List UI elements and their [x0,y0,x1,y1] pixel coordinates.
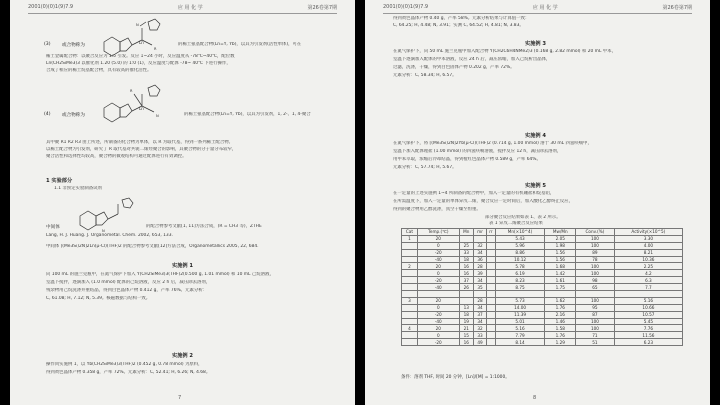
table-cell: 8.14 [495,339,545,346]
table-cell: 20 [417,325,459,332]
table-cell: 33 [473,332,486,339]
table-cell: 1.76 [545,304,576,311]
table-cell [487,249,496,256]
table-cell: -20 [417,311,459,318]
example-3-line-2: 室温下逐滴加入配体的甲苯溶液，反应 24 h 后，减压浓缩，加入己烷析出晶体， [393,57,551,62]
example-3-line-3: 过滤，洗涤，干燥，得到白色固体产物 0.202 g，产率 72%。 [393,65,515,70]
left-page-header [28,4,337,14]
table-cell [487,235,496,242]
paragraph-1-line-3: 合成了相应的稀土烷基配合物，具有较高的催化活性。 [46,68,152,73]
table-row [402,242,683,249]
table-cell: 49 [473,339,486,346]
table-cell [495,291,545,298]
table-cell: 0 [417,332,459,339]
table-cell [545,291,576,298]
table-cell: 1.46 [545,318,576,325]
table-cell [459,291,473,298]
table-cell: 37 [459,277,473,284]
example-4-line-2: 室温下加入配体锂盐 (1.00 mmol) 的四氢呋喃溶液，搅拌反应 12 h，减压除去溶剂， [393,149,562,154]
table-cell [487,270,496,277]
table-cell: 35 [473,284,486,291]
table-cell: 21 [459,325,473,332]
table-cell: 10.57 [614,311,682,318]
table-cell [459,297,473,304]
svg-text:R: R [154,47,157,51]
table-cell: 18 [459,256,473,263]
table-cell: 5.45 [614,318,682,325]
table-cell: 1.58 [545,325,576,332]
table-cell: 37 [473,311,486,318]
paragraph-1-line-2: Ln(CH2SiMe3)3 以催化剂 1.20 (5.0) 的 1:0 (1)，反应温度与配体 -78~ 40℃ 下进行操作， [46,61,231,66]
table-cell [487,332,496,339]
table-cell: 5.73 [495,297,545,304]
table-row [402,304,683,311]
table-cell: 87 [576,311,615,318]
table-cell: 1.42 [545,270,576,277]
left-header-left: 2001(0)(0)1(9)7.9 [28,4,74,10]
table-cell [473,235,486,242]
table-row [402,291,683,298]
reference-line-1: Lang, H. J. Huang. J. Organometal. Chem. 2002, 653, 133. [46,233,173,238]
table-cell: 5.01 [495,318,545,325]
table-cell: 1.56 [545,249,576,256]
table-cell: 36 [473,256,486,263]
table-header: Conv.(%) [576,229,615,236]
table-cell: 4 [402,325,418,332]
right-page [365,0,710,405]
table-cell: 16 [459,263,473,270]
table-cell [417,291,459,298]
table-cell: 34 [473,249,486,256]
table-cell: 34 [473,318,486,325]
table-cell [487,284,496,291]
table-cell: 1.61 [545,277,576,284]
table-header: Cat [402,229,418,236]
table-row [402,332,683,339]
table-cell: 2.05 [545,235,576,242]
table-cell: 8.86 [495,249,545,256]
table-cell: 3.30 [614,235,682,242]
paragraph-1-line-1: 稀土金属配合物：以聚合反应为 1:5 引发。反应 1~24 小时，反应温度从 -78℃~40℃，配位数 [46,54,235,59]
paragraph-2-line-3: 聚合活性和选择性均较高，聚合物的微观结构可通过配体进行有效调控。 [46,154,187,159]
table-cell: 11.39 [495,311,545,318]
table-cell [402,311,418,318]
table-cell [487,242,496,249]
table-cell: 98 [576,277,615,284]
table-cell: 19 [459,318,473,325]
example-1-line-4: C, 61.08; H, 7.12; N, 5.39。核磁数据与结构一致。 [46,296,151,301]
results-table [401,228,683,346]
table-cell [487,304,496,311]
table-cell: 1.62 [545,297,576,304]
intermediate-molecule [72,196,142,236]
table-cell [487,297,496,304]
table-cell [402,291,418,298]
table-cell [402,256,418,263]
table-cell [614,291,682,298]
example-5-heading: 实施例 5 [525,183,546,189]
example-1-line-1: 向 100 mL 的施兰克瓶中，在氮气保护下加入 Y(CH2SiMe3)3(THF)2(0.500 g, 1.01 mmol) 和 10 mL 己烷溶液， [46,272,274,277]
table-cell: 100 [576,263,615,270]
table-cell [487,291,496,298]
table-cell: 8.23 [495,277,545,284]
item-4-label: 或合物称为 [62,113,85,118]
table-cell: 8.21 [614,249,682,256]
table-cell: -20 [417,277,459,284]
table-cell [487,318,496,325]
left-header-center: 应 用 化 学 [177,5,203,11]
table-cell [487,277,496,284]
example-5-line-3: 得到的聚合物用乙醇洗涤，真空干燥至恒重。 [393,207,481,212]
table-header: rr [487,229,496,236]
table-cell: 5.78 [495,263,545,270]
table-cell: 7.7 [614,284,682,291]
example-2-line-1: 操作同实施例 1，以 Yb(CH2SiMe3)3(THF)2 (0.452 g, 0.78 mmol) 为原料， [46,362,203,367]
table-cell [576,291,615,298]
table-cell: -40 [417,284,459,291]
table-cell: 7.76 [614,325,682,332]
example-2-line-2: 得到黄色晶体产物 0.358 g，产率 72%。元素分析：C, 52.41; H, 6.26; N, 4.68。 [46,370,211,375]
table-row [402,256,683,263]
table-cell [402,304,418,311]
table-header: mr [473,229,486,236]
table-cell [487,263,496,270]
table-cell: 1.56 [545,256,576,263]
table-cell [487,256,496,263]
table-cell: -40 [417,256,459,263]
svg-text:R: R [130,89,133,93]
table-cell: 20 [417,297,459,304]
table-title: 表 1 异戊二烯聚合反应结果 [489,221,543,226]
svg-text:Ln: Ln [139,106,144,111]
table-cell: 1.98 [545,242,576,249]
table-cell: 2.16 [545,311,576,318]
table-cell: 100 [576,325,615,332]
table-cell: 39 [473,270,486,277]
table-cell: 51 [576,339,615,346]
table-row [402,311,683,318]
table-cell: 4.00 [614,242,682,249]
table-cell: 1 [402,235,418,242]
item-3-description: 的稀土氨基配合物(Ln=Y, Yb)，以其为引发剂(活性单体)，可在 [178,42,302,47]
table-cell: 65 [576,284,615,291]
svg-text:N: N [156,114,159,118]
results-table-body [402,235,683,345]
table-cell: 6.23 [614,339,682,346]
table-header: Mn(×10^4) [495,229,545,236]
right-page-header [383,4,692,14]
right-header-left: 2001(0)(0)1(9)7.9 [383,4,429,10]
table-cell: 100 [576,270,615,277]
intermediate-description: 的配合物参考文献[1, 11]方法合成，(R = CH3 等)，ZTHE [146,224,262,229]
table-cell: 2 [402,263,418,270]
table-cell [402,284,418,291]
table-cell: 6.19 [495,270,545,277]
table-cell: 100 [576,235,615,242]
example-4-line-3: 用甲苯萃取，浓缩后冷却结晶，得到橙红色晶体产物 0.589 g，产率 64%。 [393,157,541,162]
example-5-line-1: 在一定量的上述实施例 1~4 所制备的配合物中，加入一定量的有机硼盐和烷基铝， [393,191,555,196]
table-cell: -40 [417,318,459,325]
example-4-line-1: 在氮气保护下，将 [(Me3Si)2N]2Yb(μ-Cl)(THF)2 (0.714 g, 1.00 mmol) 溶于 30 mL 四氢呋喃中， [393,141,592,146]
table-cell: 100 [576,318,615,325]
table-row [402,235,683,242]
table-cell: 5.16 [495,325,545,332]
left-page-number: 7 [178,395,182,401]
table-cell: 13 [459,304,473,311]
table-cell: 1.68 [545,263,576,270]
table-cell: 5.43 [495,235,545,242]
table-cell: 89 [576,249,615,256]
example-2-heading: 实施例 2 [172,353,193,359]
table-cell: 0 [417,304,459,311]
table-cell: 4.2 [614,270,682,277]
table-cell: 20 [417,235,459,242]
table-cell: 26 [459,284,473,291]
table-row [402,249,683,256]
table-cell [487,339,496,346]
table-cell: 95 [576,304,615,311]
table-row [402,270,683,277]
table-cell: 20 [417,263,459,270]
right-page-number: 8 [533,395,537,401]
table-header: Mw/Mn [545,229,576,236]
reference-line-2: 中间体 [(Me3Si)2N]2Ln(μ-Cl)(THF)2 的配合物参考文献[12]方法合成，Organometallics 2005, 22, 684. [46,244,259,249]
table-cell: 7.79 [495,332,545,339]
table-cell: 10.36 [614,256,682,263]
table-cell: 100 [576,297,615,304]
svg-text:N: N [136,23,139,27]
table-cell: 6.3 [614,277,682,284]
table-cell: -20 [417,249,459,256]
section-1-heading: 1 实验部分 [46,178,73,184]
example-3-heading: 实施例 3 [525,41,546,47]
table-row [402,284,683,291]
table-cell: 28 [473,263,486,270]
table-cell [402,242,418,249]
table-row [402,325,683,332]
table-cell: 3 [402,297,418,304]
example-4-line-4: 元素分析：C, 57.74; H, 5.67。 [393,165,457,170]
table-cell [487,325,496,332]
structure-4-molecule [94,82,178,126]
right-top-line-2: C, 64.25; H, 4.48; N, 3.91；实测 C, 64.52; H, 4.81; N, 3.83。 [393,23,524,28]
table-cell [402,270,418,277]
table-cell: 11.56 [614,332,682,339]
svg-text:N: N [102,229,105,233]
example-1-heading: 实施例 1 [172,263,193,269]
right-header-right: 第26卷第7期 [662,5,692,11]
table-cell: 2.25 [614,263,682,270]
table-cell: 15 [459,332,473,339]
table-header: Activity(×10^5) [614,229,682,236]
table-row [402,277,683,284]
left-header-right: 第26卷第7期 [307,5,337,11]
table-cell: 25 [459,242,473,249]
table-cell [402,318,418,325]
table-header-row [402,229,683,236]
table-cell [459,235,473,242]
table-cell: 32 [473,325,486,332]
table-row [402,318,683,325]
table-cell [487,311,496,318]
item-3-number: (3) [44,42,51,47]
svg-text:Ln: Ln [139,40,144,45]
table-cell: 28 [473,297,486,304]
table-cell: 8.75 [495,284,545,291]
table-header: Mn [459,229,473,236]
table-cell [402,249,418,256]
item-4-description: 的稀土氨基配合物(Ln=Y, Yb)，以其为引发剂，1, 2-、1, 4-聚合 [184,112,311,117]
table-header: Temp.(℃) [417,229,459,236]
table-cell: 10.66 [614,304,682,311]
item-3-label: 或合物称为 [62,43,85,48]
paragraph-2-line-1: 其中聚 R1 R2 R3 由上所述，所制备的化合物为单体，以 R 为取代基，得到一系列稀土配合物。 [46,140,234,145]
table-row [402,339,683,346]
table-cell: 16 [459,339,473,346]
table-cell: 100 [576,242,615,249]
table-intro: 部分聚合反应结果如表 1、表 2 所示。 [485,215,561,220]
left-page [10,0,355,405]
table-note: 条件：溶剂 THF, 时间 20 分钟，[Ln]/[M] = 1:1000。 [401,375,510,380]
intermediate-label: 中间体 [46,225,60,230]
subsection-1-heading: 1.1 非预定实验制备试剂 [54,186,102,191]
table-cell [402,277,418,284]
table-cell: 34 [473,277,486,284]
table-cell [473,291,486,298]
table-row [402,297,683,304]
right-top-line-1: 得到黄色晶体产物 0.40 g，产率 58%。元素分析结果与计算值一致： [393,16,530,21]
example-5-line-2: 在所需温度下，加入一定量的单体异戊二烯，聚合反应一定时间后，加入酸化乙醇终止反应， [393,199,574,204]
table-cell [402,339,418,346]
table-cell: 1.29 [545,339,576,346]
example-3-line-4: 元素分析：C, 58.34; H, 6.57。 [393,73,457,78]
table-cell: 5.16 [614,297,682,304]
table-cell [402,332,418,339]
table-cell: 1.76 [545,332,576,339]
table-cell: 34 [473,304,486,311]
table-cell: 0 [417,242,459,249]
example-4-heading: 实施例 4 [525,133,546,139]
table-cell: 5.96 [495,242,545,249]
right-header-center: 应 用 化 学 [532,5,558,11]
table-cell: 33 [459,249,473,256]
table-cell: 1.75 [545,284,576,291]
table-cell: -20 [417,339,459,346]
table-cell: 14.00 [495,304,545,311]
table-cell: 0 [417,270,459,277]
paragraph-2-line-2: 以稀土配合物为引发剂，研究了 R 取代基对共轭二烯烃聚合的影响，其聚合物的分子量分布较窄， [46,147,237,152]
table-cell: 71 [576,332,615,339]
table-cell: 16 [459,270,473,277]
example-1-line-2: 室温下搅拌，逐滴加入 (1.0 mmol) 配体的己烷溶液，反应 2 h 后，减压除去溶剂， [46,280,211,285]
table-row [402,263,683,270]
table-cell: 32 [473,242,486,249]
table-cell: 10.12 [495,256,545,263]
table-cell: 78 [576,256,615,263]
item-4-number: (4) [44,112,51,117]
example-3-line-1: 在氮气保护下，向 50 mL 施兰克瓶中加入配合物 Y(CH2C6H4NMe2)3 (0.168 g, 2.82 mmol) 和 20 mL 甲苯， [393,49,616,54]
example-1-line-3: 残余物用己烷洗涤并重结晶，得到白色晶体产物 0.412 g，产率 76%。元素分析： [46,288,208,293]
table-cell: 18 [459,311,473,318]
